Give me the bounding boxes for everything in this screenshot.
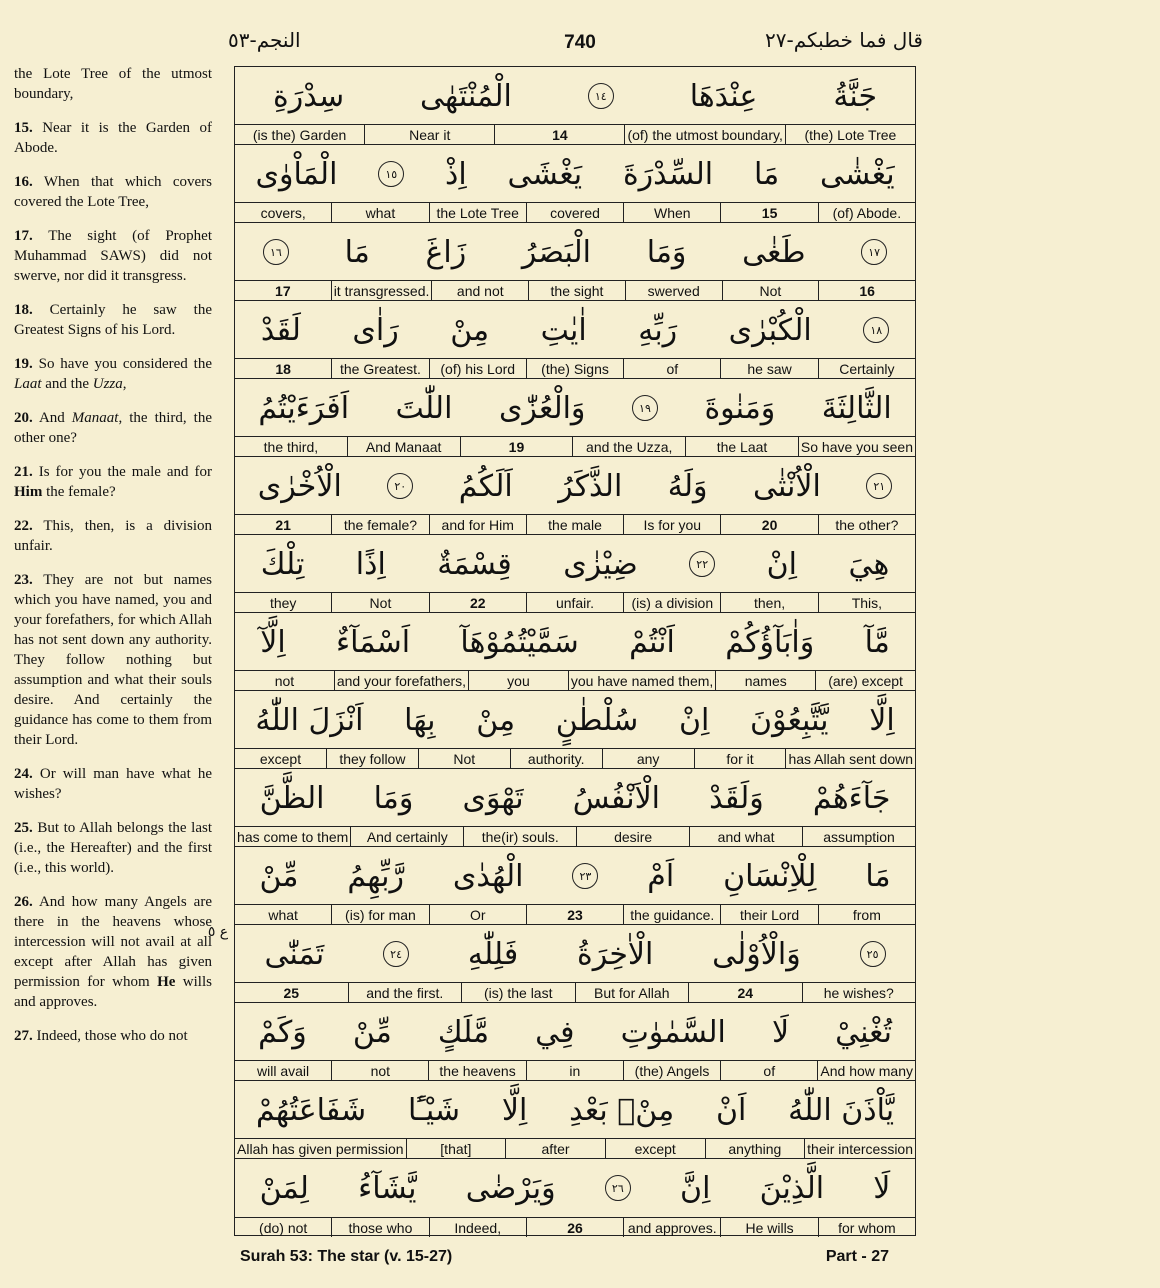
verse-text: And how many Angels are there in the heavens whose intercession will not avail at all except after Allah has given permission for whom He wills and approves. xyxy=(14,894,212,1010)
gloss-cell: he wishes? xyxy=(802,983,916,1002)
arabic-word: الْاُنْثٰى xyxy=(752,468,821,504)
verse-end-marker: ٢٥ xyxy=(860,941,886,967)
gloss-cell: those who xyxy=(331,1218,428,1237)
verse-text: Near it is the Garden of Abode. xyxy=(14,120,212,156)
english-gloss-line xyxy=(235,748,915,768)
verse-number: 16. xyxy=(14,174,33,190)
gloss-cell: desire xyxy=(576,827,689,846)
arabic-word: قِسْمَةٌ xyxy=(437,546,512,582)
gloss-cell: (is) for man xyxy=(331,905,428,924)
arabic-word: الْمُنْتَهٰى xyxy=(420,78,512,114)
arabic-word: وَمَا xyxy=(646,234,687,270)
verse-text: Certainly he saw the Greatest Signs of his Lord. xyxy=(14,302,212,338)
grid-row xyxy=(235,925,915,1003)
verse-number: 21. xyxy=(14,464,33,480)
gloss-cell: names xyxy=(715,671,815,690)
arabic-word: مِّنْ xyxy=(352,1014,392,1050)
gloss-cell: has Allah sent down xyxy=(785,749,915,768)
english-gloss-line xyxy=(235,1138,915,1158)
gloss-cell: This, xyxy=(818,593,915,612)
gloss-cell: covered xyxy=(526,203,623,222)
english-gloss-line xyxy=(235,358,915,378)
gloss-cell: the(ir) souls. xyxy=(463,827,576,846)
arabic-word: اَنْ xyxy=(715,1092,747,1128)
gloss-cell: (of) the utmost boundary, xyxy=(624,125,784,144)
arabic-word: عِنْدَهَا xyxy=(689,78,758,114)
gloss-verse-number: 19 xyxy=(460,437,573,456)
arabic-word: وَالْاُوْلٰى xyxy=(712,936,801,972)
arabic-word: جَنَّةُ xyxy=(833,78,878,114)
arabic-line xyxy=(235,301,915,359)
english-gloss-line xyxy=(235,904,915,924)
gloss-cell: (of) Abode. xyxy=(818,203,915,222)
verse-text: When that which covers covered the Lote Tree, xyxy=(14,174,212,210)
gloss-cell: (is) a division xyxy=(623,593,720,612)
verse-translation xyxy=(14,462,212,502)
arabic-word: شَيْـًٔا xyxy=(407,1092,461,1128)
arabic-word: رَبِّهِ xyxy=(638,312,678,348)
surah-name-arabic: النجم-٥٣ xyxy=(228,28,301,52)
arabic-word: اٰيٰتِ xyxy=(540,312,587,348)
gloss-cell: then, xyxy=(720,593,817,612)
gloss-verse-number: 26 xyxy=(526,1218,623,1237)
gloss-cell: covers, xyxy=(260,204,306,221)
gloss-cell: what xyxy=(268,906,298,923)
arabic-word: اَفَرَءَيْتُمُ xyxy=(258,390,350,426)
arabic-word: اِلَّآ xyxy=(260,624,286,660)
verse-text: They are not but names which you have named, you and your forefathers, for which Allah has not sent down any authority. They follow nothing but assumption and what their souls desire. And certainly the guidance has come to them from their Lord. xyxy=(14,572,212,748)
arabic-word: بِهَا xyxy=(404,702,436,738)
gloss-verse-number: 16 xyxy=(818,281,915,300)
gloss-cell: after xyxy=(505,1139,605,1158)
gloss-cell: it transgressed. xyxy=(331,281,432,300)
verse-text: This, then, is a division unfair. xyxy=(14,518,212,554)
gloss-cell: anything xyxy=(705,1139,805,1158)
verse-text: Or will man have what he wishes? xyxy=(14,766,212,802)
gloss-cell: the female? xyxy=(331,515,428,534)
part-name-arabic: قال فما خطبكم-٢٧ xyxy=(765,28,923,52)
gloss-cell: any xyxy=(602,749,694,768)
verse-translation xyxy=(14,1026,212,1046)
gloss-cell: Allah has given permission xyxy=(237,1140,404,1157)
arabic-word: اِلَّا xyxy=(501,1092,528,1128)
arabic-line xyxy=(235,145,915,203)
translation-column xyxy=(14,64,212,1060)
arabic-word: يَّاْذَنَ اللّٰهُ xyxy=(788,1092,895,1128)
verse-end-marker: ٢٣ xyxy=(572,863,598,889)
gloss-verse-number: 14 xyxy=(494,125,624,144)
verse-text: So have you considered the Laat and the Uzza, xyxy=(14,356,212,392)
grid-row xyxy=(235,769,915,847)
arabic-word: اَنْتُمْ xyxy=(629,624,675,660)
gloss-cell: assumption xyxy=(802,827,915,846)
verse-text: The sight (of Prophet Muhammad SAWS) did not swerve, nor did it transgress. xyxy=(14,228,212,284)
word-by-word-grid xyxy=(234,66,916,1236)
verse-number: 15. xyxy=(14,120,33,136)
arabic-word: الْاَنْفُسُ xyxy=(572,780,661,816)
arabic-line xyxy=(235,457,915,515)
gloss-verse-number: 20 xyxy=(720,515,817,534)
arabic-word: الذَّكَرُ xyxy=(558,468,623,504)
arabic-word: فِي xyxy=(535,1014,575,1050)
english-gloss-line xyxy=(235,982,915,1002)
arabic-word: الظَّنَّ xyxy=(259,780,325,816)
gloss-cell: their Lord xyxy=(720,905,817,924)
gloss-cell: their intercession xyxy=(804,1139,915,1158)
arabic-word: يَّتَّبِعُوْنَ xyxy=(750,702,829,738)
gloss-cell: the Lote Tree xyxy=(429,203,526,222)
gloss-cell: the third, xyxy=(263,438,319,455)
english-gloss-line xyxy=(235,124,915,144)
arabic-word: تُغْنِيْ xyxy=(835,1014,892,1050)
grid-row xyxy=(235,535,915,613)
verse-end-marker: ١٧ xyxy=(861,239,887,265)
verse-translation xyxy=(14,570,212,750)
arabic-word: مَّلَكٍ xyxy=(437,1014,490,1050)
grid-row xyxy=(235,145,915,223)
arabic-word: وَاٰبَآؤُكُمْ xyxy=(725,624,815,660)
english-gloss-line xyxy=(235,280,915,300)
arabic-line xyxy=(235,67,915,125)
verse-translation xyxy=(14,172,212,212)
arabic-word: مَا xyxy=(865,858,891,894)
verse-end-marker: ٢١ xyxy=(866,473,892,499)
arabic-line xyxy=(235,535,915,593)
arabic-word: لِمَنْ xyxy=(259,1170,309,1206)
arabic-word: يَغْشَى xyxy=(507,156,583,192)
arabic-word: اِنَّ xyxy=(680,1170,711,1206)
arabic-word: اَنْزَلَ اللّٰهُ xyxy=(255,702,364,738)
verse-translation xyxy=(14,64,212,104)
gloss-cell: Indeed, xyxy=(429,1218,526,1237)
gloss-cell: will avail xyxy=(257,1062,310,1079)
verse-end-marker: ٢٠ xyxy=(387,473,413,499)
gloss-cell: you have named them, xyxy=(568,671,715,690)
arabic-word: سِدْرَةِ xyxy=(273,78,345,114)
english-gloss-line xyxy=(235,1060,915,1080)
gloss-cell: you xyxy=(468,671,568,690)
verse-end-marker: ٢٢ xyxy=(689,551,715,577)
arabic-word: وَلَقَدْ xyxy=(709,780,764,816)
verse-text: But to Allah belongs the last (i.e., the Hereafter) and the first (i.e., this world). xyxy=(14,820,213,876)
verse-text: Indeed, those who do not xyxy=(36,1028,188,1044)
gloss-cell: they follow xyxy=(326,749,418,768)
gloss-cell: from xyxy=(818,905,915,924)
arabic-word: السَّمٰوٰتِ xyxy=(620,1014,726,1050)
gloss-verse-number: 25 xyxy=(283,984,300,1001)
arabic-word: وَمَا xyxy=(373,780,414,816)
arabic-line xyxy=(235,925,915,983)
gloss-verse-number: 23 xyxy=(526,905,623,924)
gloss-cell: (do) not xyxy=(259,1219,308,1236)
arabic-word: الثَّالِثَةَ xyxy=(821,390,892,426)
arabic-word: طَغٰى xyxy=(742,234,806,270)
grid-row xyxy=(235,379,915,457)
arabic-line xyxy=(235,613,915,671)
verse-translation xyxy=(14,354,212,394)
arabic-word: تَمَنّٰى xyxy=(264,936,325,972)
verse-text: the Lote Tree of the utmost boundary, xyxy=(14,66,212,102)
arabic-word: لَقَدْ xyxy=(260,312,301,348)
gloss-cell: what xyxy=(331,203,428,222)
arabic-word: اِذًا xyxy=(355,546,386,582)
verse-translation xyxy=(14,818,212,878)
gloss-cell: swerved xyxy=(625,281,722,300)
arabic-word: اَسْمَآءٌ xyxy=(336,624,411,660)
arabic-line xyxy=(235,769,915,827)
verse-number: 25. xyxy=(14,820,33,836)
grid-row xyxy=(235,1003,915,1081)
gloss-cell: and what xyxy=(689,827,802,846)
gloss-cell: he saw xyxy=(720,359,817,378)
gloss-cell: the sight xyxy=(528,281,625,300)
verse-end-marker: ٢٤ xyxy=(383,941,409,967)
gloss-cell: the Laat xyxy=(685,437,798,456)
arabic-word: يَغْشٰى xyxy=(820,156,895,192)
verse-number: 26. xyxy=(14,894,33,910)
gloss-cell: Is for you xyxy=(623,515,720,534)
arabic-line xyxy=(235,1081,915,1139)
verse-translation xyxy=(14,118,212,158)
arabic-line xyxy=(235,691,915,749)
arabic-word: لَا xyxy=(771,1014,790,1050)
gloss-cell: the guidance. xyxy=(623,905,720,924)
gloss-cell: they xyxy=(269,594,297,611)
arabic-word: اَمْ xyxy=(647,858,675,894)
arabic-word: وَمَنٰوةَ xyxy=(704,390,776,426)
verse-translation xyxy=(14,300,212,340)
arabic-word: وَلَهُ xyxy=(667,468,708,504)
arabic-word: الْكُبْرٰى xyxy=(728,312,812,348)
gloss-cell: for whom xyxy=(818,1218,915,1237)
gloss-cell: So have you seen xyxy=(798,437,915,456)
arabic-word: مَا xyxy=(753,156,780,192)
gloss-cell: [that] xyxy=(406,1139,506,1158)
gloss-verse-number: 22 xyxy=(429,593,526,612)
arabic-word: الْاُخْرٰى xyxy=(257,468,342,504)
gloss-cell: He wills xyxy=(720,1218,817,1237)
gloss-cell: except xyxy=(259,750,302,767)
gloss-cell: When xyxy=(623,203,720,222)
verse-translation xyxy=(14,764,212,804)
arabic-word: سُلْطٰنٍ xyxy=(555,702,639,738)
gloss-cell: And certainly xyxy=(350,827,463,846)
arabic-word: مِنْۢ بَعْدِ xyxy=(569,1092,675,1128)
verse-number: 20. xyxy=(14,410,33,426)
ruku-mark: ع ٥ xyxy=(207,924,229,940)
english-gloss-line xyxy=(235,436,915,456)
arabic-word: رَاٰى xyxy=(352,312,399,348)
grid-row xyxy=(235,301,915,379)
arabic-word: اِذْ xyxy=(445,156,467,192)
gloss-cell: the Greatest. xyxy=(331,359,428,378)
arabic-word: الْاٰخِرَةُ xyxy=(577,936,654,972)
gloss-cell: And how many xyxy=(817,1061,915,1080)
verse-number: 17. xyxy=(14,228,33,244)
arabic-line xyxy=(235,847,915,905)
verse-end-marker: ١٦ xyxy=(263,239,289,265)
arabic-word: اَلَكُمُ xyxy=(458,468,513,504)
arabic-word: اللّٰتَ xyxy=(395,390,453,426)
arabic-word: يَّشَآءُ xyxy=(358,1170,417,1206)
arabic-line xyxy=(235,1003,915,1061)
verse-number: 23. xyxy=(14,572,33,588)
english-gloss-line xyxy=(235,592,915,612)
gloss-cell: has come to them xyxy=(237,828,349,845)
gloss-cell: Not xyxy=(722,281,819,300)
verse-number: 27. xyxy=(14,1028,33,1044)
verse-number: 24. xyxy=(14,766,33,782)
arabic-line xyxy=(235,1159,915,1217)
arabic-word: مَا xyxy=(344,234,370,270)
arabic-word: مِّنْ xyxy=(259,858,299,894)
arabic-word: وَيَرْضٰى xyxy=(465,1170,556,1206)
arabic-word: الْبَصَرُ xyxy=(521,234,592,270)
arabic-word: مَّآ xyxy=(864,624,890,660)
arabic-word: الَّذِيْنَ xyxy=(759,1170,825,1206)
gloss-verse-number: 15 xyxy=(720,203,817,222)
arabic-word: اِنْ xyxy=(678,702,710,738)
gloss-cell: (of) his Lord xyxy=(429,359,526,378)
gloss-cell: and the first. xyxy=(348,983,462,1002)
gloss-cell: for it xyxy=(694,749,786,768)
arabic-word: هِيَ xyxy=(848,546,890,582)
arabic-word: جَآءَهُمْ xyxy=(812,780,891,816)
verse-number: 19. xyxy=(14,356,33,372)
gloss-verse-number: 18 xyxy=(275,360,291,377)
arabic-word: تَهْوَى xyxy=(462,780,524,816)
gloss-cell: Not xyxy=(331,593,428,612)
verse-translation xyxy=(14,408,212,448)
gloss-cell: (the) Signs xyxy=(526,359,623,378)
gloss-cell: (is the) Garden xyxy=(252,126,347,143)
gloss-cell: Near it xyxy=(364,125,494,144)
gloss-cell: Or xyxy=(429,905,526,924)
gloss-cell: (the) Angels xyxy=(623,1061,720,1080)
gloss-cell: (are) except xyxy=(815,671,915,690)
grid-row xyxy=(235,67,915,145)
arabic-word: مِنْ xyxy=(450,312,490,348)
verse-end-marker: ١٨ xyxy=(863,317,889,343)
verse-number: 18. xyxy=(14,302,33,318)
gloss-cell: But for Allah xyxy=(575,983,689,1002)
gloss-cell: unfair. xyxy=(526,593,623,612)
english-gloss-line xyxy=(235,1217,915,1237)
verse-translation xyxy=(14,516,212,556)
part-label: Part - 27 xyxy=(825,1248,889,1265)
verse-end-marker: ٢٦ xyxy=(605,1175,631,1201)
arabic-word: فَلِلّٰهِ xyxy=(467,936,519,972)
grid-row xyxy=(235,223,915,301)
gloss-cell: Not xyxy=(418,749,510,768)
gloss-cell: Certainly xyxy=(818,359,915,378)
verse-translation xyxy=(14,226,212,286)
grid-row xyxy=(235,847,915,925)
english-gloss-line xyxy=(235,670,915,690)
verse-number: 22. xyxy=(14,518,33,534)
gloss-cell: and the Uzza, xyxy=(572,437,685,456)
gloss-verse-number: 21 xyxy=(275,516,291,533)
gloss-cell: except xyxy=(605,1139,705,1158)
arabic-word: ضِيْزٰى xyxy=(563,546,638,582)
arabic-line xyxy=(235,379,915,437)
english-gloss-line xyxy=(235,826,915,846)
grid-row xyxy=(235,1159,915,1237)
gloss-cell: of xyxy=(720,1061,817,1080)
gloss-cell: not xyxy=(331,1061,428,1080)
verse-text: Is for you the male and for Him the female? xyxy=(14,464,213,500)
grid-row xyxy=(235,691,915,769)
grid-row xyxy=(235,613,915,691)
gloss-cell: not xyxy=(274,672,295,689)
arabic-word: زَاغَ xyxy=(425,234,467,270)
arabic-word: اِنْ xyxy=(766,546,798,582)
gloss-cell: authority. xyxy=(510,749,602,768)
verse-text: And Manaat, the third, the other one? xyxy=(14,410,212,446)
verse-end-marker: ١٩ xyxy=(632,395,658,421)
arabic-word: رَّبِّهِمُ xyxy=(347,858,404,894)
arabic-line xyxy=(235,223,915,281)
arabic-word: سَمَّيْتُمُوْهَآ xyxy=(460,624,579,660)
grid-row xyxy=(235,457,915,535)
gloss-cell: and approves. xyxy=(623,1218,720,1237)
gloss-cell: the heavens xyxy=(428,1061,525,1080)
english-gloss-line xyxy=(235,202,915,222)
gloss-verse-number: 17 xyxy=(275,282,291,299)
grid-row xyxy=(235,1081,915,1159)
gloss-cell: (is) the last xyxy=(461,983,575,1002)
gloss-cell: and for Him xyxy=(429,515,526,534)
english-gloss-line xyxy=(235,514,915,534)
arabic-word: اِلَّا xyxy=(869,702,895,738)
arabic-word: وَالْعُزّٰى xyxy=(498,390,586,426)
gloss-cell: in xyxy=(526,1061,623,1080)
arabic-word: الْمَاْوٰى xyxy=(255,156,338,192)
gloss-cell: the other? xyxy=(818,515,915,534)
verse-end-marker: ١٤ xyxy=(588,83,614,109)
verse-translation xyxy=(14,892,212,1012)
arabic-word: مِنْ xyxy=(476,702,516,738)
arabic-word: الْهُدٰى xyxy=(452,858,524,894)
arabic-word: وَكَمْ xyxy=(258,1014,307,1050)
arabic-word: لَا xyxy=(873,1170,891,1206)
gloss-cell: the male xyxy=(526,515,623,534)
arabic-word: تِلْكَ xyxy=(260,546,305,582)
page-number: 740 xyxy=(564,32,596,53)
gloss-cell: and not xyxy=(431,281,528,300)
gloss-cell: and your forefathers, xyxy=(334,671,468,690)
verse-end-marker: ١٥ xyxy=(378,161,404,187)
arabic-word: السِّدْرَةَ xyxy=(622,156,714,192)
gloss-cell: (the) Lote Tree xyxy=(785,125,915,144)
surah-title: Surah 53: The star (v. 15-27) xyxy=(240,1248,453,1265)
gloss-cell: of xyxy=(623,359,720,378)
arabic-word: لِلْاِنْسَانِ xyxy=(723,858,817,894)
gloss-cell: And Manaat xyxy=(347,437,460,456)
gloss-verse-number: 24 xyxy=(688,983,802,1002)
arabic-word: شَفَاعَتُهُمْ xyxy=(255,1092,367,1128)
